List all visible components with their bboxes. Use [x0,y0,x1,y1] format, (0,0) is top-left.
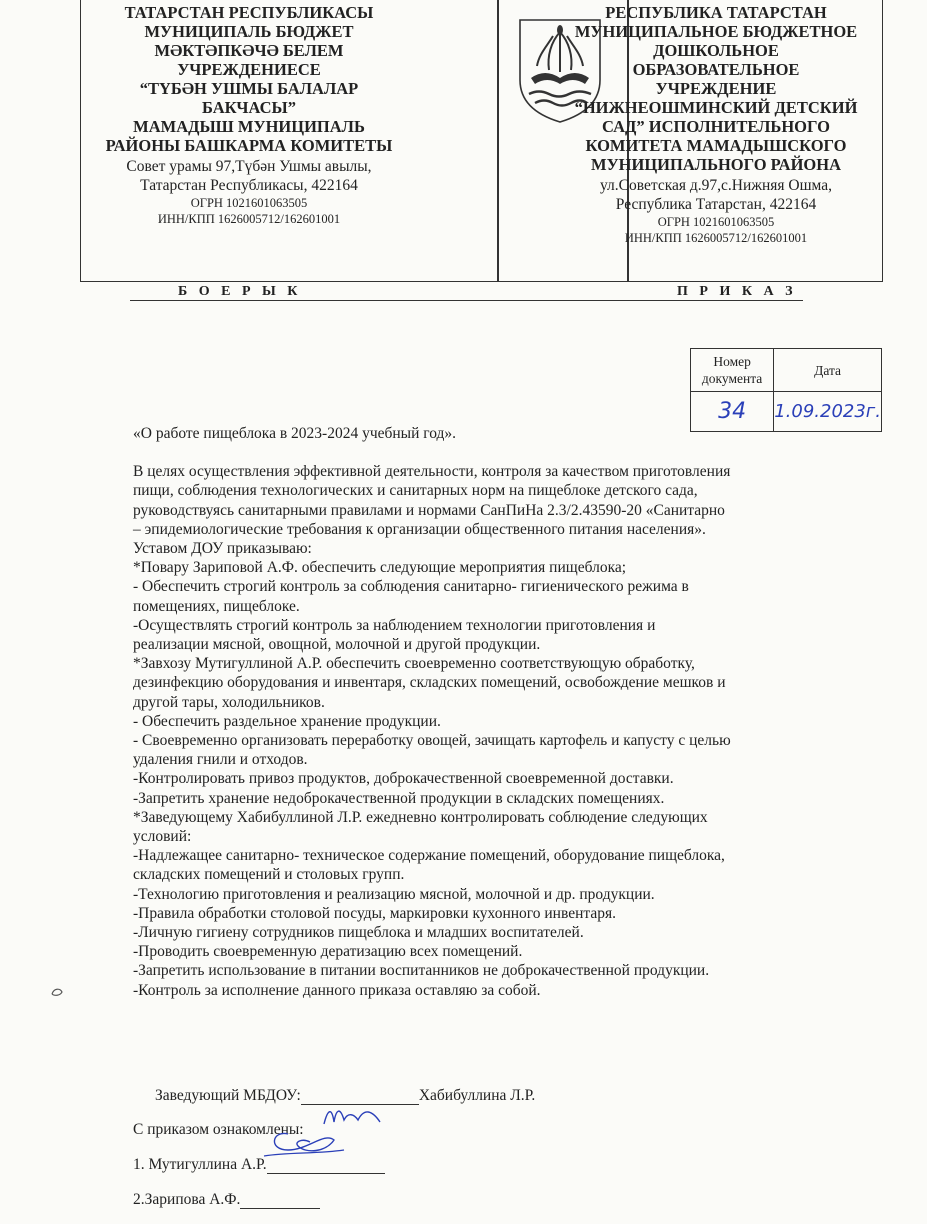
letterhead-divider-left [497,0,499,282]
letterhead [80,0,883,282]
boerik-label: Б О Е Р Ы К [178,284,302,299]
order-line: -Личную гигиену сотрудников пищеблока и младших воспитателей. [133,924,584,942]
order-line: удаления гнили и отходов. [133,751,308,769]
person-2-signature-icon [258,1120,348,1160]
doc-number-value: 34 [691,392,774,432]
tatar-address: Совет урамы 97,Түбән Ушмы авылы, Татарстан Республикасы, 422164 [126,158,372,194]
russian-org-name: РЕСПУБЛИКА ТАТАРСТАН МУНИЦИПАЛЬНОЕ БЮДЖЕТНОЕ ДОШКОЛЬНОЕ ОБРАЗОВАТЕЛЬНОЕ УЧРЕЖДЕНИЕ “НИЖНЕОШМИНСКИЙ ДЕТСКИЙ САД” ИСПОЛНИТЕЛЬНОГО КОМИТЕТА МАМАДЫШСКОГО МУНИЦИПАЛЬНОГО РАЙОНА [574,3,858,174]
prikaz-label: П Р И К А З [677,284,797,299]
tatar-org-name: ТАТАРСТАН РЕСПУБЛИКАСЫ МУНИЦИПАЛЬ БЮДЖЕТ МӘКТӘПКӘЧӘ БЕЛЕМ УЧРЕЖДЕНИЕСЕ “ТҮБӘН УШМЫ БАЛАЛАР БАКЧАСЫ” МАМАДЫШ МУНИЦИПАЛЬ РАЙОНЫ БАШКАРМА КОМИТЕТЫ [105,3,393,155]
person-2-name: 2.Зарипова А.Ф. [133,1190,241,1208]
order-line: – эпидемиологические требования к организации общественного питания населения». [133,520,706,538]
order-title: «О работе пищеблока в 2023-2024 учебный год». [133,425,457,442]
doc-date-value: 1.09.2023г. [774,392,882,432]
order-line: пищи, соблюдения технологических и санитарных норм на пищеблоке детского сада, [133,482,698,500]
document-number-table [690,348,882,432]
order-line: -Осуществлять строгий контроль за наблюдением технологии приготовления и [133,616,656,634]
person-1-name: 1. Мутигуллина А.Р. [133,1155,267,1173]
person-1-signature-line [267,1173,385,1174]
head-label: Заведующий МБДОУ: [155,1086,301,1104]
order-line: -Надлежащее санитарно- техническое содержание помещений, оборудование пищеблока, [133,847,725,865]
person-2-signature-line [240,1208,320,1209]
russian-inn: ИНН/КПП 1626005712/162601001 [624,231,808,245]
head-name: Хабибуллина Л.Р. [418,1086,536,1104]
signature-block [133,1070,833,1224]
header-rule [130,300,803,301]
order-line: -Запретить хранение недоброкачественной продукции в складских помещениях. [133,789,665,807]
order-line: *Заведующему Хабибуллиной Л.Р. ежедневно контролировать соблюдение следующих [133,808,708,826]
order-line: реализации мясной, овощной, молочной и другой продукции. [133,636,541,654]
order-line: условий: [133,828,192,846]
order-line: другой тары, холодильников. [133,693,325,711]
tatar-ogrn: ОГРН 1021601063505 [190,196,308,210]
order-line: Уставом ДОУ приказываю: [133,540,312,558]
doc-date-header: Дата [774,349,882,392]
order-line: -Проводить своевременную дератизацию всех помещений. [133,943,523,961]
russian-ogrn: ОГРН 1021601063505 [657,215,775,229]
order-line: руководствуясь санитарными правилами и нормами СанПиНа 2.3/2.43590-20 «Санитарно [133,501,725,519]
letterhead-russian [548,0,884,246]
order-line: - Обеспечить строгий контроль за соблюдения санитарно- гигиенического режима в [133,578,689,596]
order-line: - Своевременно организовать переработку овощей, зачищать картофель и капусту с целью [133,732,731,750]
order-body [133,424,833,1000]
order-line: В целях осуществления эффективной деятельности, контроля за качеством приготовления [133,463,731,481]
order-line: -Технологию приготовления и реализацию мясной, молочной и др. продукции. [133,885,655,903]
order-line: - Обеспечить раздельное хранение продукции. [133,712,441,730]
russian-address: ул.Советская д.97,с.Нижняя Ошма, Республика Татарстан, 422164 [599,177,832,213]
doc-number-header: Номер документа [691,349,774,392]
order-line: помещениях, пищеблоке. [133,597,300,615]
order-line: -Запретить использование в питании воспитанников не доброкачественной продукции. [133,962,710,980]
order-line: дезинфекцию оборудования и инвентаря, складских помещений, освобождение мешков и [133,674,726,692]
letterhead-tatar [81,0,417,227]
order-line: складских помещений и столовых групп. [133,866,405,884]
order-line: *Повару Зариповой А.Ф. обеспечить следующие мероприятия пищеблока; [133,559,627,577]
acquainted-label: С приказом ознакомлены: [133,1121,304,1139]
order-text [133,462,833,1000]
scan-mark-icon [50,986,64,998]
tatar-inn: ИНН/КПП 1626005712/162601001 [157,212,341,226]
order-line: -Контроль за исполнение данного приказа оставляю за собой. [133,981,541,999]
order-line: -Правила обработки столовой посуды, маркировки кухонного инвентаря. [133,904,616,922]
order-line: *Завхозу Мутигуллиной А.Р. обеспечить своевременно соответствующую обработку, [133,655,695,673]
order-line: -Контролировать привоз продуктов, доброкачественной своевременной доставки. [133,770,674,788]
